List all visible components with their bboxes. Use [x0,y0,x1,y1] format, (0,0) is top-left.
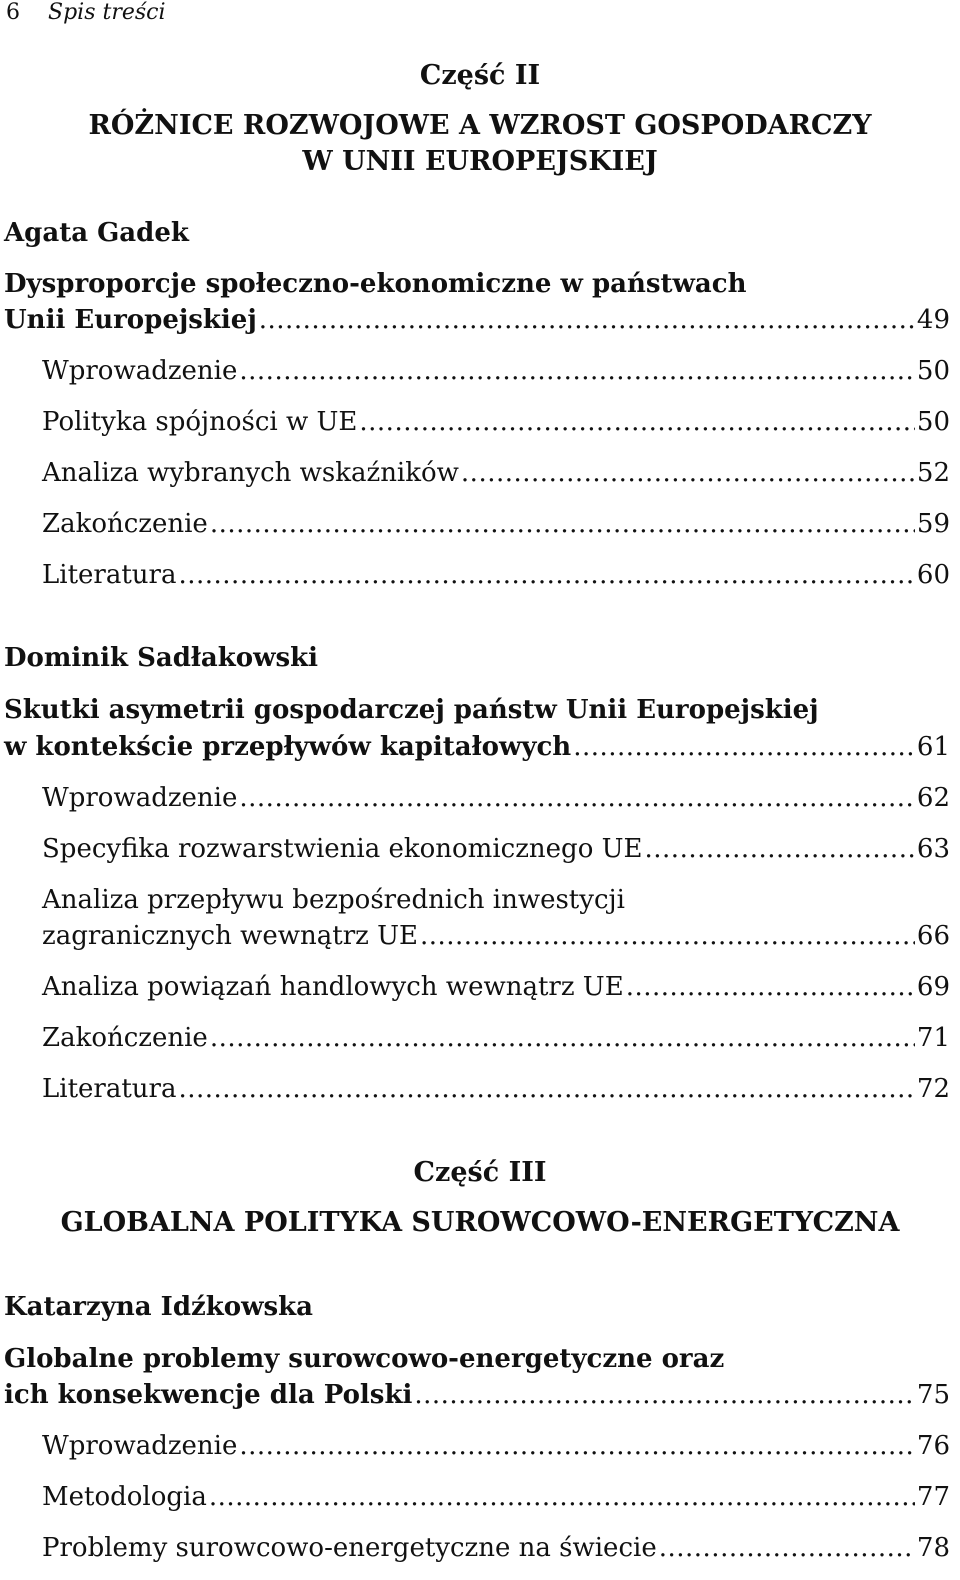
page-ref: 75 [916,1380,950,1410]
dot-leader [645,831,915,867]
chapter-author: Katarzyna Idźkowska [4,1292,314,1322]
toc-entry[interactable] [42,353,950,389]
toc-entry[interactable] [42,1020,950,1056]
toc-entry[interactable] [42,1530,950,1566]
entry-title: zagranicznych wewnątrz UE [42,921,418,951]
toc-entry[interactable] [42,1071,950,1107]
page-ref: 59 [916,509,950,539]
entry-title: Metodologia [42,1482,207,1512]
dot-leader [178,557,914,593]
page-ref: 60 [916,560,950,590]
chapter-title-line: Skutki asymetrii gospodarczej państw Unii Europejskiej [4,695,819,725]
dot-leader [626,969,915,1005]
page-ref: 50 [916,356,950,386]
dot-leader [420,918,915,954]
part-title-line: RÓŻNICE ROZWOJOWE A WZROST GOSPODARCZY [88,110,872,141]
dot-leader [461,455,915,491]
entry-title: Literatura [42,1074,177,1104]
entry-title: Analiza powiązań handlowych wewnątrz UE [42,972,624,1002]
dot-leader [178,1071,914,1107]
toc-chapter-entry[interactable] [4,1377,950,1413]
dot-leader [239,1428,915,1464]
dot-leader [210,1020,915,1056]
page-ref: 62 [916,783,950,813]
toc-entry[interactable] [42,557,950,593]
entry-title: Zakończenie [42,509,208,539]
page-ref: 50 [916,407,950,437]
chapter-title-line: Globalne problemy surowcowo-energetyczne oraz [4,1344,725,1374]
dot-leader [209,1479,915,1515]
part-label: Część III [413,1157,547,1188]
part-label: Część II [419,60,541,91]
toc-entry[interactable] [42,404,950,440]
chapter-title-line: Dysproporcje społeczno-ekonomiczne w państwach [4,269,747,299]
part-title-line: W UNII EUROPEJSKIEJ [302,146,658,177]
entry-title: Wprowadzenie [42,1431,238,1461]
toc-entry[interactable] [42,455,950,491]
entry-title: Zakończenie [42,1023,208,1053]
entry-title: Wprowadzenie [42,783,238,813]
chapter-author: Dominik Sadłakowski [4,643,319,673]
page-ref: 76 [916,1431,950,1461]
dot-leader [239,780,915,816]
entry-title: Analiza wybranych wskaźników [42,458,459,488]
page-ref: 78 [916,1533,950,1563]
toc-entry[interactable] [42,780,950,816]
dot-leader [359,404,915,440]
dot-leader [414,1377,915,1413]
dot-leader [239,353,915,389]
page-ref: 72 [916,1074,950,1104]
dot-leader [573,729,915,765]
dot-leader [210,506,915,542]
running-title: Spis treści [48,0,166,25]
page-ref: 49 [916,305,950,335]
entry-title-line: Analiza przepływu bezpośrednich inwestycji [42,885,625,915]
toc-chapter-entry[interactable] [4,729,950,765]
entry-title: Literatura [42,560,177,590]
entry-title: Problemy surowcowo-energetyczne na świecie [42,1533,657,1563]
toc-entry[interactable] [42,831,950,867]
page-ref: 69 [916,972,950,1002]
toc-entry[interactable] [42,969,950,1005]
part-title-line: GLOBALNA POLITYKA SUROWCOWO-ENERGETYCZNA [60,1207,900,1238]
toc-entry[interactable] [42,1479,950,1515]
page-ref: 71 [916,1023,950,1053]
entry-title: Wprowadzenie [42,356,238,386]
chapter-author: Agata Gadek [4,218,189,248]
chapter-title-line: ich konsekwencje dla Polski [4,1380,413,1410]
page-number: 6 [6,0,20,25]
toc-entry[interactable] [42,1428,950,1464]
entry-title: Polityka spójności w UE [42,407,358,437]
dot-leader [659,1530,915,1566]
page-ref: 63 [916,834,950,864]
chapter-title-line: w kontekście przepływów kapitałowych [4,732,572,762]
page-ref: 61 [916,732,950,762]
toc-entry[interactable] [42,918,950,954]
page-ref: 52 [916,458,950,488]
toc-entry[interactable] [42,506,950,542]
page-ref: 66 [916,921,950,951]
entry-title: Specyfika rozwarstwienia ekonomicznego UE [42,834,643,864]
dot-leader [259,302,915,338]
chapter-title-line: Unii Europejskiej [4,305,257,335]
toc-chapter-entry[interactable] [4,302,950,338]
page-ref: 77 [916,1482,950,1512]
